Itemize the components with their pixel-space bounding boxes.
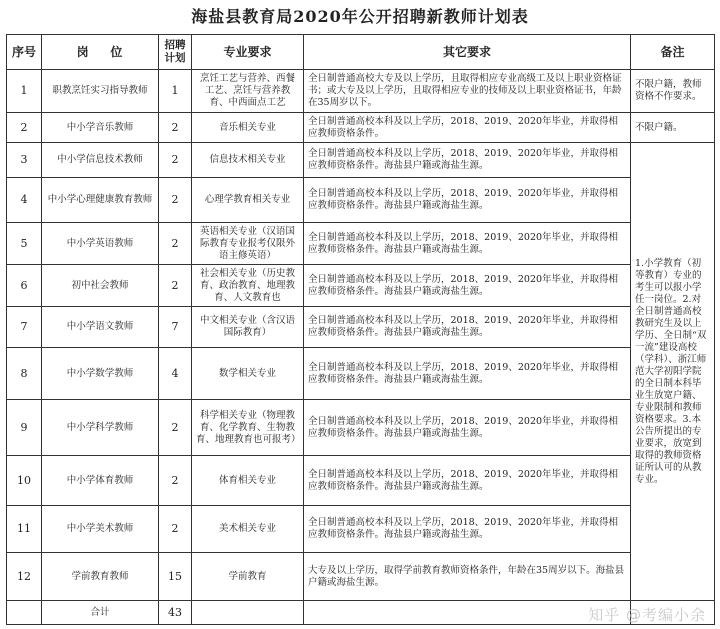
table-row xyxy=(7,456,715,506)
row-position: 职教烹饪实习指导教师 xyxy=(42,70,159,113)
row-count: 2 xyxy=(159,456,192,506)
table-row xyxy=(7,113,715,143)
row-seq: 3 xyxy=(7,143,42,178)
row-count: 2 xyxy=(159,143,192,178)
row-position: 学前教育教师 xyxy=(42,553,159,601)
row-seq: 2 xyxy=(7,113,42,143)
row-major: 体育相关专业 xyxy=(192,456,304,506)
table-row xyxy=(7,307,715,348)
table-row xyxy=(7,400,715,456)
row-other: 全日制普通高校本科及以上学历，2018、2019、2020年毕业，并取得相应教师资格条件。海盐县户籍或海盐生源。 xyxy=(304,265,631,307)
row-count: 2 xyxy=(159,223,192,265)
row-major: 社会相关专业（历史教育、政治教育、地理教育、人文教育也 xyxy=(192,265,304,307)
row-position: 中小学科学教师 xyxy=(42,400,159,456)
header-count: 招聘计划 xyxy=(159,35,192,70)
row-position: 中小学音乐教师 xyxy=(42,113,159,143)
header-remark: 备注 xyxy=(631,35,715,70)
row-seq: 1 xyxy=(7,70,42,113)
row-major: 音乐相关专业 xyxy=(192,113,304,143)
row-count: 2 xyxy=(159,113,192,143)
row-major: 中文相关专业（含汉语国际教育） xyxy=(192,307,304,348)
row-count: 2 xyxy=(159,265,192,307)
row-other: 大专及以上学历，取得学前教育教师资格条件，年龄在35周岁以下。海盐县户籍或海盐生源。 xyxy=(304,553,631,601)
row-seq: 11 xyxy=(7,506,42,553)
row-seq: 7 xyxy=(7,307,42,348)
row-position: 初中社会教师 xyxy=(42,265,159,307)
row-other: 全日制普通高校本科及以上学历，2018、2019、2020年毕业，并取得相应教师资格条件。海盐县户籍或海盐生源。 xyxy=(304,506,631,553)
row-count: 7 xyxy=(159,307,192,348)
row-seq: 4 xyxy=(7,178,42,223)
row-seq: 12 xyxy=(7,553,42,601)
table-row xyxy=(7,178,715,223)
row-major: 英语相关专业（汉语国际教育专业报考仅限外语主修英语） xyxy=(192,223,304,265)
row-seq: 8 xyxy=(7,348,42,400)
row-other: 全日制普通高校本科及以上学历，2018、2019、2020年毕业，并取得相应教师资格条件。海盐县户籍或海盐生源。 xyxy=(304,143,631,178)
header-major: 专业要求 xyxy=(192,35,304,70)
row-position: 中小学数学教师 xyxy=(42,348,159,400)
recruitment-table xyxy=(6,34,715,625)
row-position: 中小学美术教师 xyxy=(42,506,159,553)
header-position: 岗 位 xyxy=(42,35,159,70)
table-row xyxy=(7,265,715,307)
row-count: 4 xyxy=(159,348,192,400)
table-row xyxy=(7,553,715,601)
page-title: 海盐县教育局2020年公开招聘新教师计划表 xyxy=(191,7,529,26)
watermark: 知乎 @考编小余 xyxy=(588,606,706,624)
row-seq: 10 xyxy=(7,456,42,506)
row-count: 15 xyxy=(159,553,192,601)
row-count: 1 xyxy=(159,70,192,113)
row-position: 中小学英语教师 xyxy=(42,223,159,265)
table-row xyxy=(7,70,715,113)
row-seq: 5 xyxy=(7,223,42,265)
total-empty-cell xyxy=(304,601,631,625)
total-empty-cell xyxy=(192,601,304,625)
row-other: 全日制普通高校本科及以上学历，2018、2019、2020年毕业，并取得相应教师资格条件。海盐县户籍或海盐生源。 xyxy=(304,400,631,456)
row-seq: 6 xyxy=(7,265,42,307)
total-label: 合计 xyxy=(42,601,159,625)
row-other: 全日制普通高校本科及以上学历，2018、2019、2020年毕业，并取得相应教师资格条件。海盐县户籍或海盐生源。 xyxy=(304,348,631,400)
row-major: 数学相关专业 xyxy=(192,348,304,400)
table-row xyxy=(7,143,715,178)
row-count: 2 xyxy=(159,506,192,553)
total-empty-cell xyxy=(7,601,42,625)
row-major: 心理学教育相关专业 xyxy=(192,178,304,223)
table-row xyxy=(7,348,715,400)
total-count: 43 xyxy=(159,601,192,625)
row-count: 2 xyxy=(159,178,192,223)
row-major: 科学相关专业（物理教育、化学教育、生物教育、地理教育也可报考） xyxy=(192,400,304,456)
row-other: 全日制普通高校本科及以上学历，2018、2019、2020年毕业，并取得相应教师资格条件。海盐县户籍或海盐生源。 xyxy=(304,223,631,265)
row-other: 全日制普通高校本科及以上学历，2018、2019、2020年毕业，并取得相应教师资格条件。海盐县户籍或海盐生源。 xyxy=(304,307,631,348)
table-row xyxy=(7,223,715,265)
row-position: 中小学心理健康教育教师 xyxy=(42,178,159,223)
header-other: 其它要求 xyxy=(304,35,631,70)
row-remark: 不限户籍。 xyxy=(631,113,715,143)
row-other: 全日制普通高校本科及以上学历，2018、2019、2020年毕业，并取得相应教师资格条件。海盐县户籍或海盐生源。 xyxy=(304,178,631,223)
row-position: 中小学语文教师 xyxy=(42,307,159,348)
row-remark: 不限户籍，教师资格不作要求。 xyxy=(631,70,715,113)
row-major: 信息技术相关专业 xyxy=(192,143,304,178)
row-other: 全日制普通高校本科及以上学历，2018、2019、2020年毕业，并取得相应教师资格条件。海盐县户籍或海盐生源。 xyxy=(304,456,631,506)
row-other: 全日制普通高校本科及以上学历，2018、2019、2020年毕业，并取得相应教师资格条件。 xyxy=(304,113,631,143)
row-seq: 9 xyxy=(7,400,42,456)
row-count: 2 xyxy=(159,400,192,456)
row-major: 学前教育 xyxy=(192,553,304,601)
shared-remark: 1.小学教育（初等教育）专业的考生可以报小学任一岗位。2.对全日制普通高校教研究生及以上学历、全日制“双一流”建设高校（学科）、浙江师范大学初阳学院的全日制本科毕业生放宽户籍、专业限制和教师资格要求。3.本公告所提出的专业要求，放宽到取得的教师资格证所认可的从教专业。 xyxy=(631,143,715,601)
row-position: 中小学体育教师 xyxy=(42,456,159,506)
row-major: 美术相关专业 xyxy=(192,506,304,553)
header-seq: 序号 xyxy=(7,35,42,70)
table-row xyxy=(7,506,715,553)
row-position: 中小学信息技术教师 xyxy=(42,143,159,178)
table-header-row xyxy=(7,35,715,70)
row-other: 全日制普通高校大专及以上学历，且取得相应专业高级工及以上职业资格证书；或大专及以上学历，且取得相应专业的技师及以上职业资格证书，年龄在35周岁以下。 xyxy=(304,70,631,113)
row-major: 烹饪工艺与营养、西餐工艺、烹饪与营养教育、中西面点工艺 xyxy=(192,70,304,113)
